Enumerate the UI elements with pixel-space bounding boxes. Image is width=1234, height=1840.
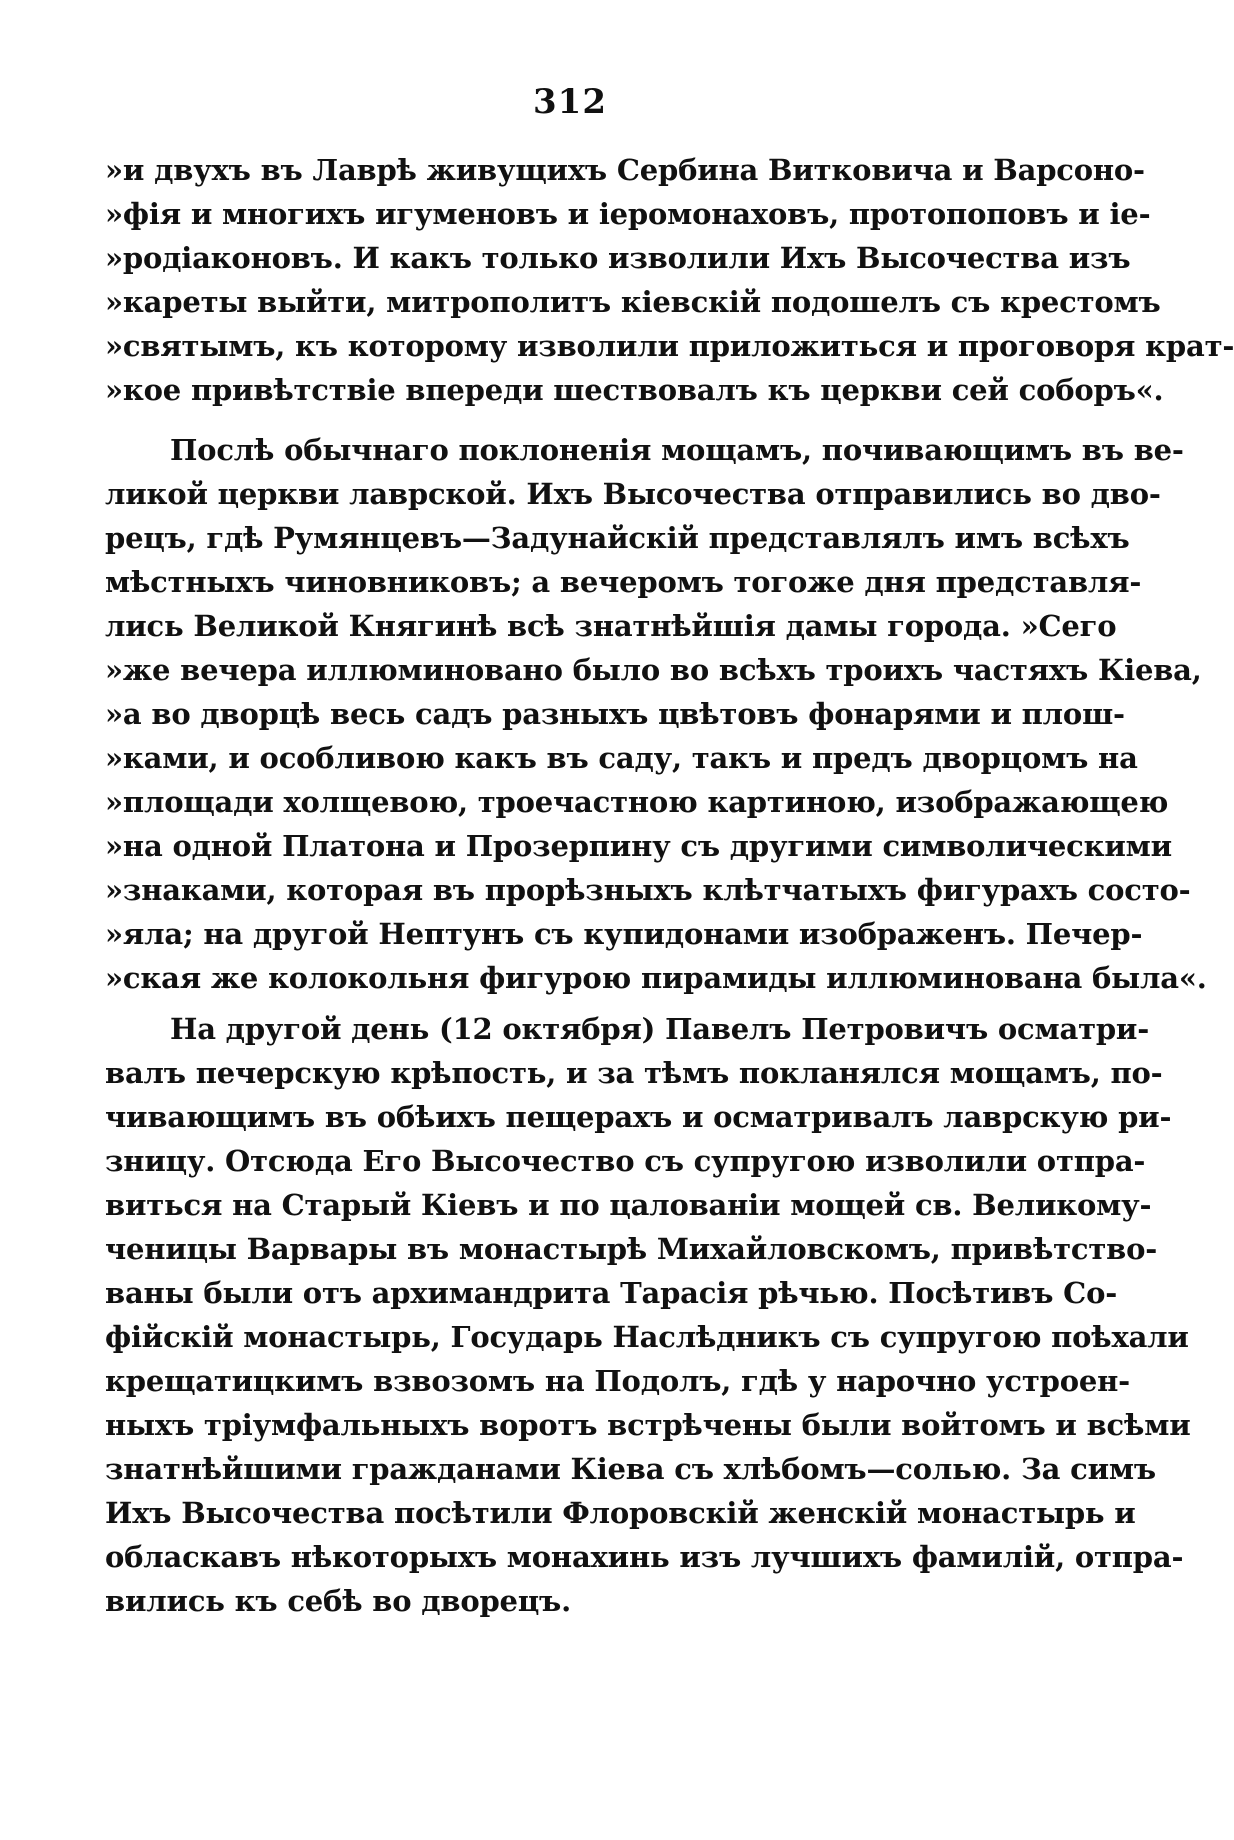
text-line: »ками, и особливою какъ въ саду, такъ и предъ дворцомъ на <box>105 741 1138 775</box>
text-line: ваны были отъ архимандрита Тарасія рѣчью. Посѣтивъ Со- <box>105 1276 1118 1310</box>
text-line: ныхъ тріумфальныхъ воротъ встрѣчены были войтомъ и всѣми <box>105 1408 1191 1442</box>
text-line: Ихъ Высочества посѣтили Флоровскій женскій монастырь и <box>105 1496 1136 1530</box>
text-line: зницу. Отсюда Его Высочество съ супругою изволили отпра- <box>105 1144 1146 1178</box>
text-line: знатнѣйшими гражданами Кіева съ хлѣбомъ—солью. За симъ <box>105 1452 1156 1486</box>
text-line: »и двухъ въ Лаврѣ живущихъ Сербина Витковича и Варсоно- <box>105 153 1145 187</box>
text-line: »кареты выйти, митрополитъ кіевскій подошелъ съ крестомъ <box>105 285 1161 319</box>
text-line: »знаками, которая въ прорѣзныхъ клѣтчатыхъ фигурахъ состо- <box>105 873 1191 907</box>
paragraph-2 <box>105 428 1207 1000</box>
text-line: Послѣ обычнаго поклоненія мощамъ, почивающимъ въ ве- <box>170 433 1184 467</box>
text-line: фійскій монастырь, Государь Наслѣдникъ съ супругою поѣхали <box>105 1320 1189 1354</box>
text-line: валъ печерскую крѣпость, и за тѣмъ покланялся мощамъ, по- <box>105 1056 1163 1090</box>
text-line: рецъ, гдѣ Румянцевъ—Задунайскій представлялъ имъ всѣхъ <box>105 521 1130 555</box>
text-line: »яла; на другой Нептунъ съ купидонами изображенъ. Печер- <box>105 917 1143 951</box>
page-number: 312 <box>533 82 607 122</box>
text-line: »святымъ, къ которому изволили приложиться и проговоря крат- <box>105 329 1234 363</box>
text-line: крещатицкимъ взвозомъ на Подолъ, гдѣ у нарочно устроен- <box>105 1364 1130 1398</box>
text-line: »площади холщевою, троечастною картиною, изображающею <box>105 785 1169 819</box>
text-line: »кое привѣтствіе впереди шествовалъ къ церкви сей соборъ«. <box>105 373 1164 407</box>
text-line: »фія и многихъ игуменовъ и іеромонаховъ, протопоповъ и іе- <box>105 197 1151 231</box>
text-line: »же вечера иллюминовано было во всѣхъ троихъ частяхъ Кіева, <box>105 653 1202 687</box>
text-line: »ская же колокольня фигурою пирамиды иллюминована была«. <box>105 961 1207 995</box>
text-line: »а во дворцѣ весь садъ разныхъ цвѣтовъ фонарями и плош- <box>105 697 1125 731</box>
text-line: »на одной Платона и Прозерпину съ другими символическими <box>105 829 1172 863</box>
text-line: ченицы Варвары въ монастырѣ Михайловскомъ, привѣтство- <box>105 1232 1158 1266</box>
text-line: ликой церкви лаврской. Ихъ Высочества отправились во дво- <box>105 477 1161 511</box>
paragraph-3 <box>105 1007 1191 1623</box>
text-line: лись Великой Княгинѣ всѣ знатнѣйшія дамы города. »Сего <box>105 609 1117 643</box>
text-line: мѣстныхъ чиновниковъ; а вечеромъ тогоже дня представля- <box>105 565 1142 599</box>
paragraph-1 <box>105 148 1234 412</box>
text-line: На другой день (12 октября) Павелъ Петровичъ осматри- <box>170 1012 1150 1046</box>
text-line: »родіаконовъ. И какъ только изволили Ихъ Высочества изъ <box>105 241 1131 275</box>
text-line: обласкавъ нѣкоторыхъ монахинь изъ лучшихъ фамилій, отпра- <box>105 1540 1184 1574</box>
text-line: виться на Старый Кіевъ и по цалованіи мощей св. Великому- <box>105 1188 1152 1222</box>
text-line: чивающимъ въ обѣихъ пещерахъ и осматривалъ лаврскую ри- <box>105 1100 1172 1134</box>
text-line: вились къ себѣ во дворецъ. <box>105 1584 571 1618</box>
